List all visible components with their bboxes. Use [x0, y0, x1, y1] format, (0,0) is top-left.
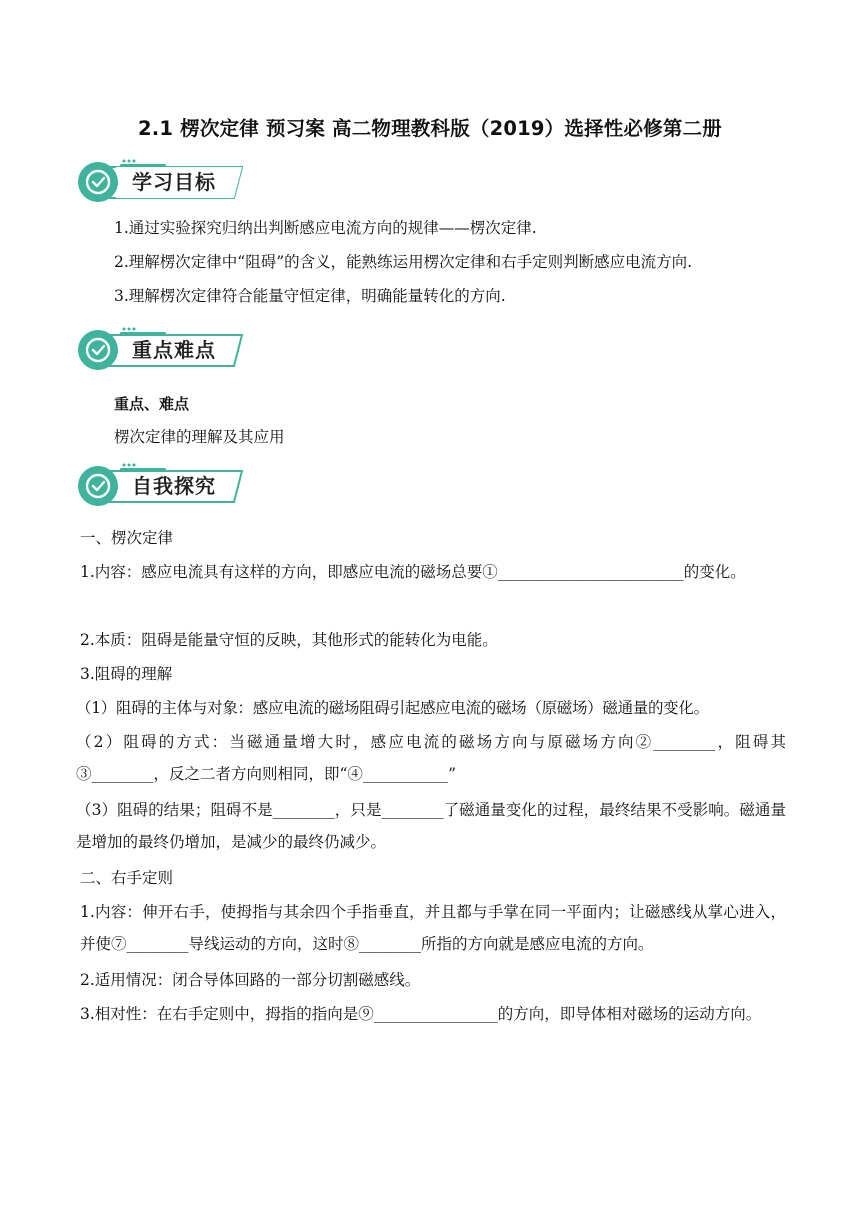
explore-line-8: 二、右手定则 [80, 869, 174, 887]
explore-line-3: 2.本质：阻碍是能量守恒的反映，其他形式的能转化为电能。 [80, 631, 498, 649]
explore-line-1: 一、楞次定律 [80, 529, 174, 547]
goal-item-1: 1.通过实验探究归纳出判断感应电流方向的规律——楞次定律. [114, 219, 537, 237]
explore-line-9: 1.内容：伸开右手，使拇指与其余四个手指垂直，并且都与手掌在同一平面内；让磁感线从掌心进入，并使⑦________导线运动的方向，这时⑧________所指的方向就是感应电流的方向。 [80, 903, 786, 953]
section-banner-key [76, 326, 246, 370]
explore-line-6: （2）阻碍的方式：当磁通量增大时，感应电流的磁场方向与原磁场方向②________，阻碍其③________，反之二者方向则相同，即“④___________” [76, 733, 786, 783]
explore-line-10: 2.适用情况：闭合导体回路的一部分切割磁感线。 [80, 971, 421, 989]
section-heading-explore: 自我探究 [132, 474, 216, 498]
explore-line-5: （1）阻碍的主体与对象：感应电流的磁场阻碍引起感应电流的磁场（原磁场）磁通量的变化。 [76, 699, 709, 717]
page-title: 2.1 楞次定律 预习案 高二物理教科版（2019）选择性必修第二册 [138, 117, 722, 140]
goal-item-3: 3.理解楞次定律符合能量守恒定律，明确能量转化的方向. [114, 287, 506, 305]
explore-line-7: （3）阻碍的结果；阻碍不是________，只是________了磁通量变化的过程，最终结果不受影响。磁通量是增加的最终仍增加，是减少的最终仍减少。 [76, 801, 786, 851]
section-banner-explore [76, 462, 246, 506]
section-heading-goals: 学习目标 [132, 170, 216, 194]
section-banner-goals [76, 158, 246, 202]
goal-item-2: 2.理解楞次定律中“阻碍”的含义，能熟练运用楞次定律和右手定则判断感应电流方向. [114, 253, 693, 271]
key-subheading: 重点、难点 [114, 395, 190, 413]
explore-line-2: 1.内容：感应电流具有这样的方向，即感应电流的磁场总要①________________________的变化。 [80, 563, 746, 581]
section-heading-key: 重点难点 [132, 338, 216, 362]
key-text: 楞次定律的理解及其应用 [114, 428, 285, 446]
explore-line-4: 3.阻碍的理解 [80, 665, 173, 683]
explore-line-11: 3.相对性：在右手定则中，拇指的指向是⑨________________的方向，即导体相对磁场的运动方向。 [80, 1005, 762, 1023]
